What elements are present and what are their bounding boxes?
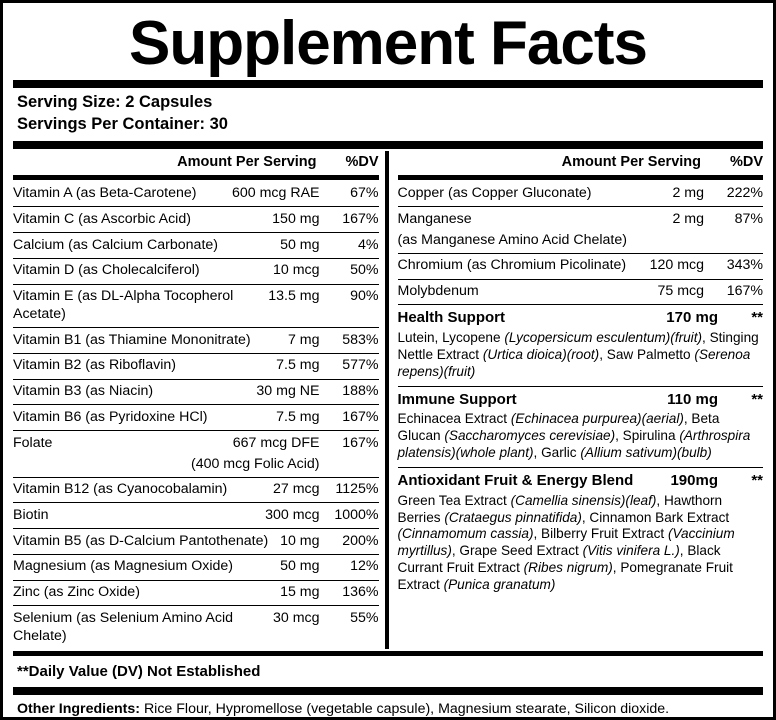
blend-header	[398, 386, 764, 412]
table-row	[13, 379, 379, 405]
daily-value-footnote: **Daily Value (DV) Not Established	[17, 662, 261, 680]
nutrient-percent-dv: 167%	[342, 210, 379, 227]
blend-name: Immune Support	[397, 390, 517, 408]
blend-percent-dv: **	[751, 471, 763, 489]
other-ingredients	[13, 697, 763, 720]
nutrient-amount: 50 mg	[280, 236, 320, 253]
table-row	[13, 232, 379, 258]
nutrient-amount: 7.5 mg	[276, 408, 320, 425]
table-row	[398, 182, 764, 207]
servings-per-container-line	[17, 114, 763, 136]
serving-size-label: Serving Size:	[17, 93, 121, 112]
serving-size-value: 2 Capsules	[125, 93, 213, 112]
table-row	[13, 327, 379, 353]
nutrient-amount: 30 mg NE	[256, 383, 320, 400]
nutrient-percent-dv: 167%	[342, 408, 379, 425]
nutrient-amount: 10 mcg	[272, 262, 320, 279]
other-ingredients-value: Rice Flour, Hypromellose (vegetable capsule), Magnesium stearate, Silicon dioxide.	[143, 700, 670, 717]
nutrient-name: Vitamin C (as Ascorbic Acid)	[13, 210, 191, 227]
table-row	[13, 502, 379, 528]
table-row	[13, 605, 379, 649]
nutrient-name: Biotin	[13, 506, 49, 523]
blend-amount: 190mg	[670, 471, 718, 489]
blend-percent-dv: **	[751, 309, 763, 327]
nutrient-list-left	[13, 182, 379, 649]
serving-info	[13, 90, 763, 139]
nutrient-percent-dv: 200%	[342, 532, 379, 549]
nutrient-percent-dv: 50%	[350, 262, 379, 279]
nutrient-name: Vitamin B5 (as D-Calcium Pantothenate)	[13, 532, 269, 549]
table-row	[13, 353, 379, 379]
blend-ingredients: Echinacea Extract (Echinacea purpurea)(aerial), Beta Glucan (Saccharomyces cerevisiae), Spirulina (Arthrospira platensis)(whole plant), Garlic (Allium sativum)(bulb)	[397, 411, 751, 461]
nutrient-amount: 2 mg	[672, 210, 704, 227]
nutrient-amount: 30 mcg	[272, 609, 320, 626]
blend-percent-dv: **	[751, 390, 763, 408]
table-row	[398, 279, 764, 305]
divider-above-other-ingredients	[13, 687, 763, 695]
servings-per-container-label: Servings Per Container:	[17, 114, 205, 133]
nutrient-percent-dv: 90%	[350, 288, 379, 305]
nutrient-name: Vitamin A (as Beta-Carotene)	[13, 185, 197, 202]
table-row	[398, 206, 764, 232]
table-row	[13, 477, 379, 503]
nutrient-name: Molybdenum	[397, 283, 479, 300]
nutrient-percent-dv: 583%	[342, 331, 379, 348]
nutrient-list-right	[398, 182, 764, 305]
blend-header	[398, 467, 764, 493]
table-row	[13, 430, 379, 456]
nutrient-name: Vitamin B12 (as Cyanocobalamin)	[13, 481, 228, 498]
nutrient-percent-dv: 12%	[350, 558, 379, 575]
nutrient-amount: 13.5 mg	[268, 288, 320, 305]
nutrient-name: Folate	[13, 434, 53, 451]
nutrient-percent-dv: 343%	[726, 257, 763, 274]
page-title: Supplement Facts	[129, 9, 647, 78]
table-row	[13, 182, 379, 207]
column-header-left	[13, 151, 379, 173]
blend-amount: 170 mg	[666, 309, 718, 327]
nutrient-name: Copper (as Copper Gluconate)	[397, 185, 592, 202]
nutrient-percent-dv: 222%	[726, 185, 763, 202]
nutrient-percent-dv: 136%	[342, 584, 379, 601]
percent-dv-header-right: %DV	[729, 153, 763, 170]
blend-header	[398, 304, 764, 330]
facts-columns	[13, 151, 763, 649]
facts-column-left	[13, 151, 385, 649]
nutrient-name: Vitamin D (as Cholecalciferol)	[13, 262, 200, 279]
nutrient-name: Vitamin B2 (as Riboflavin)	[13, 357, 176, 374]
nutrient-amount: 600 mcg RAE	[231, 185, 320, 202]
nutrient-amount: 150 mg	[272, 210, 320, 227]
blend-name: Health Support	[397, 309, 505, 327]
proprietary-blend-list	[398, 304, 764, 598]
nutrient-percent-dv: 55%	[350, 609, 379, 626]
amount-per-serving-header-left: Amount Per Serving	[177, 153, 317, 170]
divider-above-footnote	[13, 651, 763, 656]
nutrient-amount: 27 mcg	[272, 481, 320, 498]
facts-column-right	[385, 151, 764, 649]
table-row	[398, 253, 764, 279]
table-row	[13, 284, 379, 328]
divider-right-header	[398, 175, 764, 180]
nutrient-percent-dv: 67%	[350, 185, 379, 202]
servings-per-container-value: 30	[209, 114, 228, 133]
nutrient-amount: 75 mcg	[657, 283, 704, 300]
nutrient-amount: 15 mg	[280, 584, 320, 601]
nutrient-amount: 2 mg	[672, 185, 704, 202]
nutrient-percent-dv: 4%	[357, 236, 379, 253]
nutrient-percent-dv: 577%	[342, 357, 379, 374]
nutrient-amount: 120 mcg	[649, 257, 704, 274]
divider-left-header	[13, 175, 379, 180]
nutrient-name: Magnesium (as Magnesium Oxide)	[13, 558, 233, 575]
divider-under-serving	[13, 141, 763, 149]
table-row	[13, 554, 379, 580]
table-row	[13, 206, 379, 232]
blend-ingredients: Lutein, Lycopene (Lycopersicum esculentum)(fruit), Stinging Nettle Extract (Urtica dioica)(root), Saw Palmetto (Serenoa repens)(fruit)	[397, 330, 759, 379]
table-row	[13, 528, 379, 554]
nutrient-percent-dv: 1000%	[334, 506, 379, 523]
nutrient-subline: (as Manganese Amino Acid Chelate)	[397, 232, 627, 249]
nutrient-name: Vitamin B6 (as Pyridoxine HCl)	[13, 408, 208, 425]
divider-under-title	[13, 80, 763, 88]
table-row	[13, 258, 379, 284]
nutrient-name: Vitamin B1 (as Thiamine Mononitrate)	[13, 331, 251, 348]
nutrient-amount: 7.5 mg	[276, 357, 320, 374]
table-row	[13, 404, 379, 430]
nutrient-amount: 667 mcg DFE	[232, 434, 320, 451]
nutrient-name: Selenium (as Selenium Amino Acid Chelate)	[13, 609, 234, 644]
nutrient-name: Chromium (as Chromium Picolinate)	[397, 257, 627, 274]
nutrient-name: Manganese	[397, 210, 472, 227]
nutrient-amount: 7 mg	[287, 331, 320, 348]
nutrient-name: Vitamin B3 (as Niacin)	[13, 383, 154, 400]
percent-dv-header-left: %DV	[345, 153, 379, 170]
nutrient-name: Vitamin E (as DL-Alpha Tocopherol Acetate)	[13, 288, 234, 322]
table-row	[13, 580, 379, 606]
amount-per-serving-header-right: Amount Per Serving	[561, 153, 701, 170]
nutrient-amount: 10 mg	[280, 532, 320, 549]
nutrient-subline: (400 mcg Folic Acid)	[190, 455, 320, 472]
nutrient-percent-dv: 167%	[342, 434, 379, 451]
serving-size-line	[17, 92, 763, 114]
nutrient-percent-dv: 167%	[726, 283, 763, 300]
nutrient-percent-dv: 188%	[342, 383, 379, 400]
blend-amount: 110 mg	[667, 390, 718, 408]
nutrient-name: Zinc (as Zinc Oxide)	[13, 584, 140, 601]
blend-name: Antioxidant Fruit & Energy Blend	[397, 471, 634, 489]
nutrient-percent-dv: 87%	[734, 210, 763, 227]
column-header-right	[398, 151, 764, 173]
nutrient-name: Calcium (as Calcium Carbonate)	[13, 236, 218, 253]
nutrient-percent-dv: 1125%	[335, 481, 379, 498]
nutrient-amount: 300 mcg	[265, 506, 320, 523]
other-ingredients-label: Other Ingredients:	[17, 700, 140, 717]
nutrient-amount: 50 mg	[280, 558, 320, 575]
blend-ingredients: Green Tea Extract (Camellia sinensis)(leaf), Hawthorn Berries (Crataegus pinnatifida), Cinnamon Bark Extract (Cinnamomum cassia), Bilberry Fruit Extract (Vaccinium myrtillus), Grape Seed Extract (Vitis vinifera L.), Black Currant Fruit Extract (Ribes nigrum), Pomegranate Fruit Extract (Punica granatum)	[397, 492, 735, 592]
